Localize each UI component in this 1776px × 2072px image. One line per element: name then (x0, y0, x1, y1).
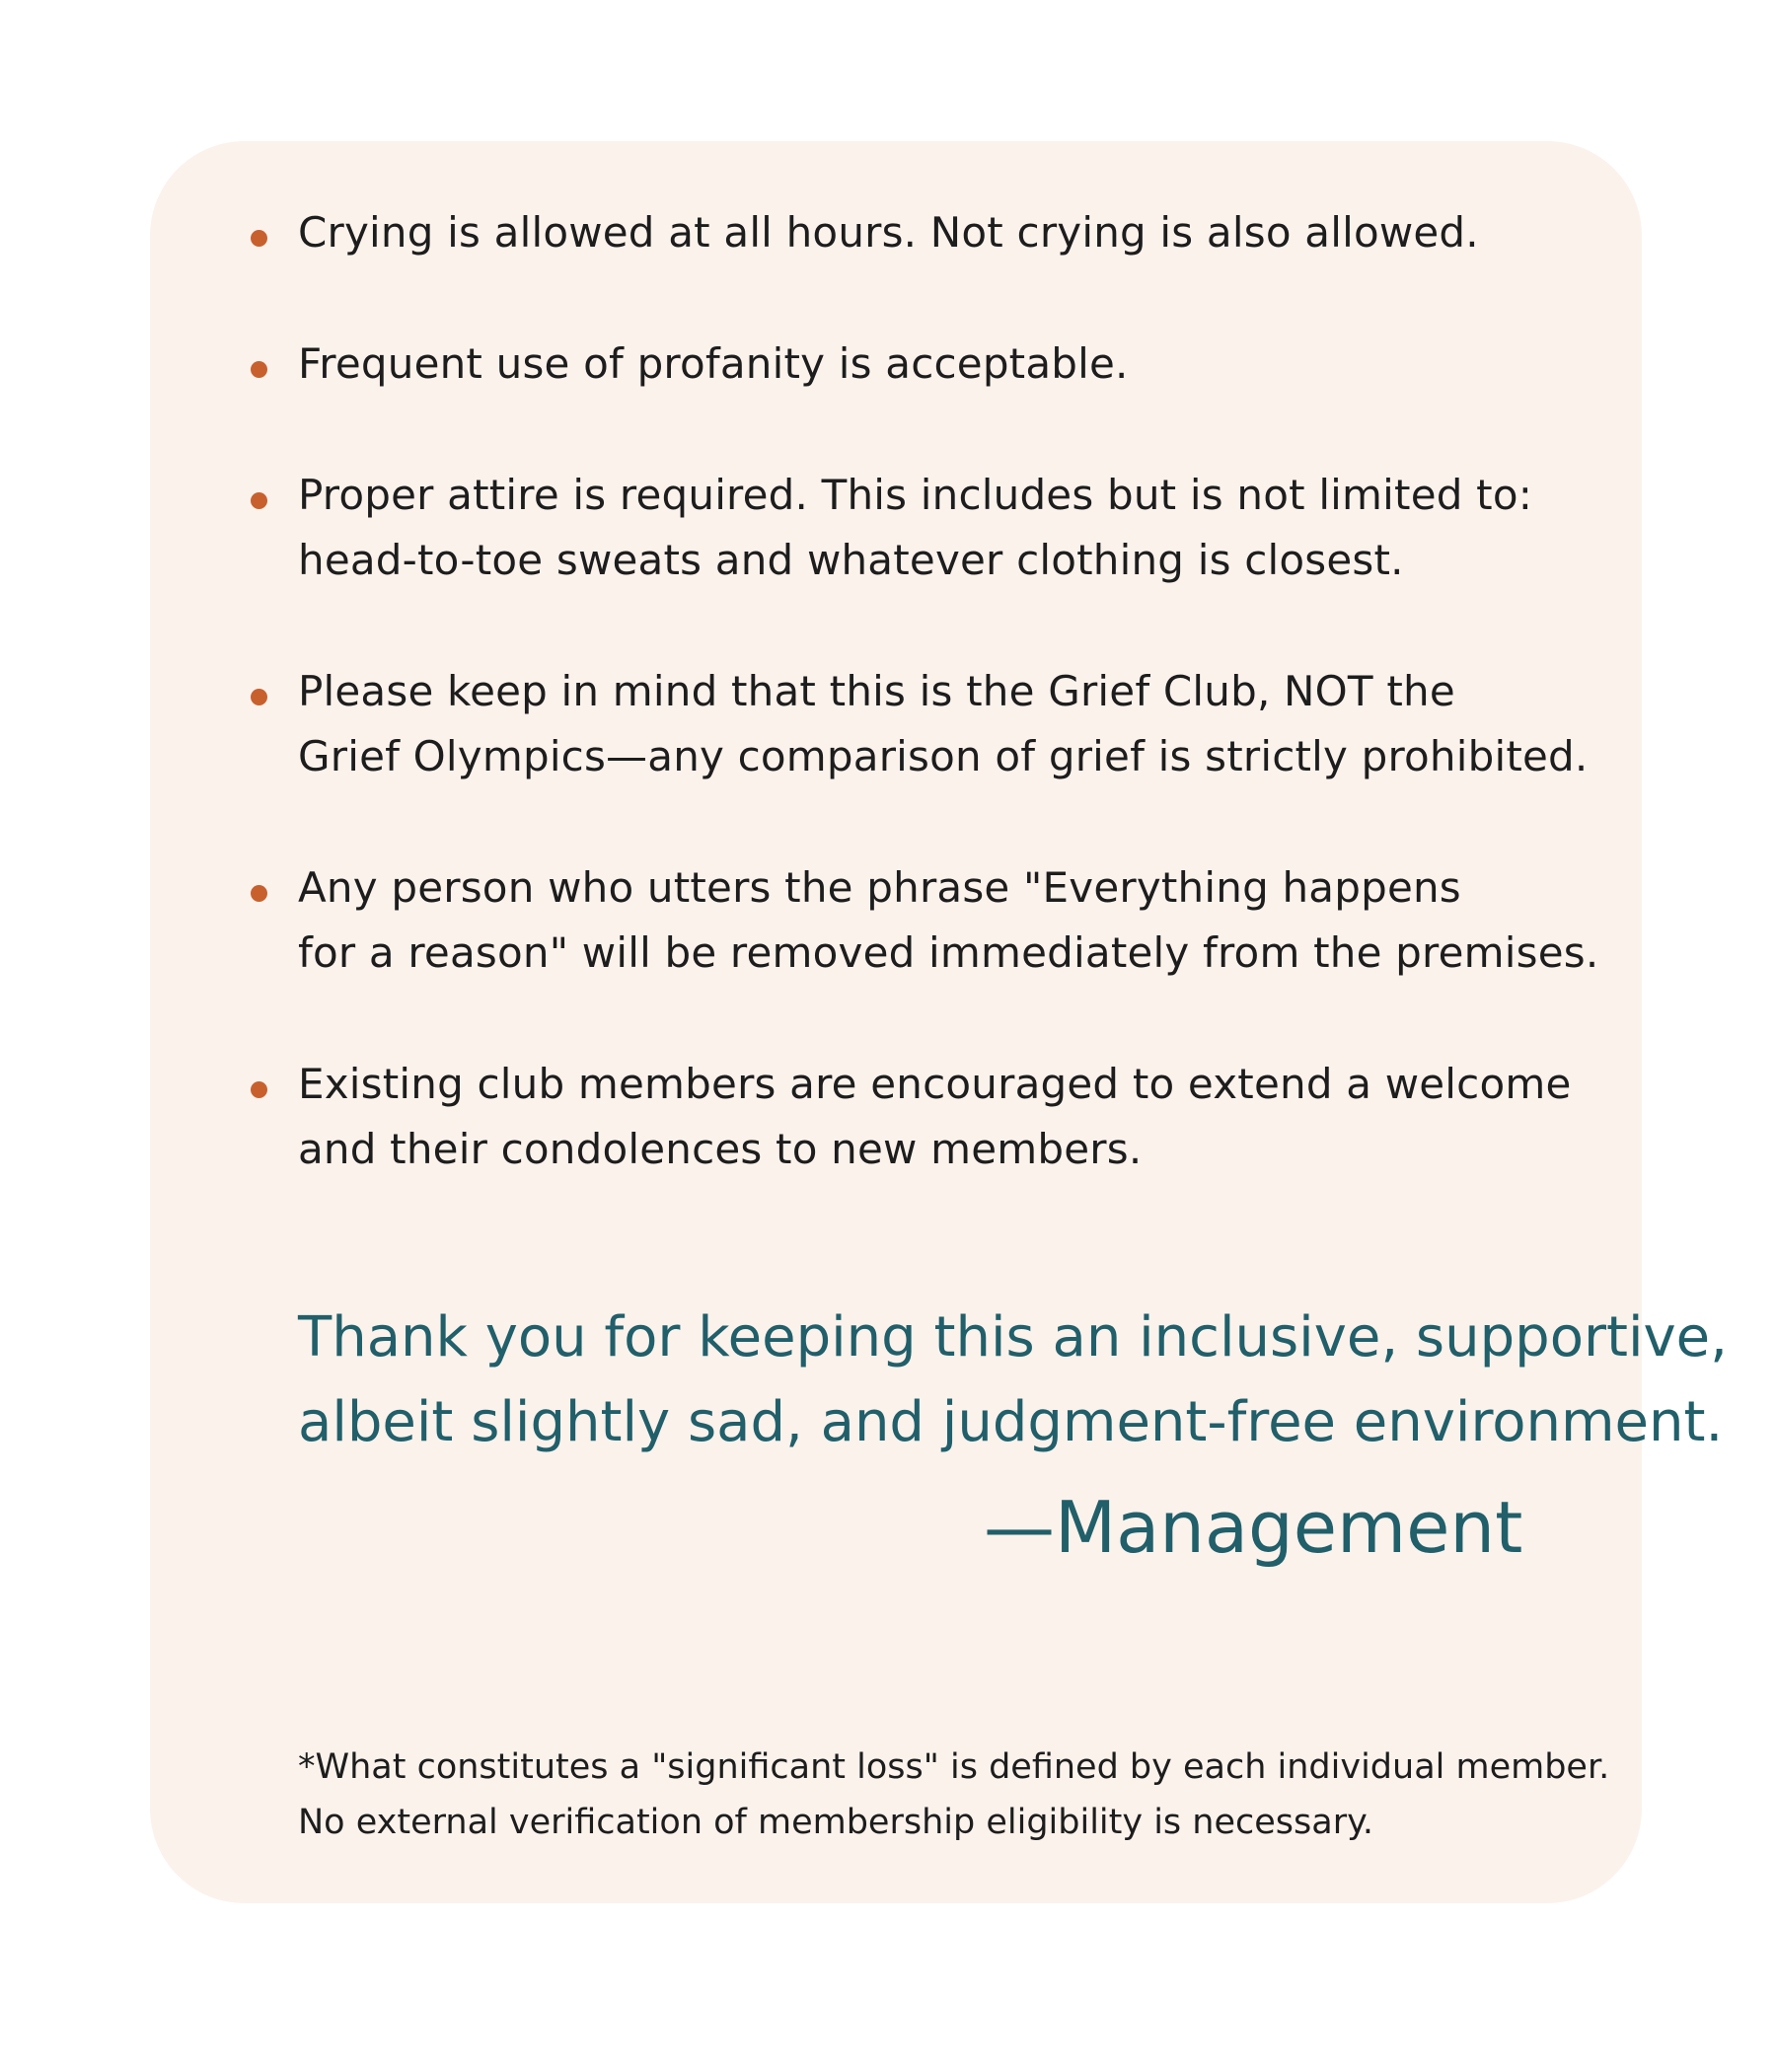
bullet-icon (251, 492, 267, 509)
rule-text (298, 200, 1479, 265)
bullet-icon (251, 361, 267, 378)
bullet-icon (251, 689, 267, 705)
rule-line: for a reason" will be removed immediately from the premises. (298, 928, 1599, 977)
rule-line: Any person who utters the phrase "Everything happens (298, 863, 1461, 912)
signature: —Management (984, 1486, 1523, 1569)
rule-text (298, 332, 1129, 397)
rule-line: Proper attire is required. This includes but is not limited to: (298, 471, 1533, 519)
rules-card (150, 141, 1728, 1903)
rule-line: Frequent use of profanity is acceptable. (298, 339, 1129, 388)
rule-text (298, 1052, 1572, 1182)
footnote-line: No external verification of membership eligibility is necessary. (298, 1803, 1373, 1842)
rule-line: head-to-toe sweats and whatever clothing is closest. (298, 536, 1404, 584)
bullet-icon (251, 885, 267, 902)
rule-text (298, 659, 1588, 789)
rule-line: Grief Olympics—any comparison of grief is strictly prohibited. (298, 732, 1589, 780)
rule-text (298, 463, 1532, 593)
rule-line: and their condolences to new members. (298, 1125, 1143, 1173)
closing-message (298, 1295, 1728, 1465)
rule-line: Existing club members are encouraged to extend a welcome (298, 1060, 1572, 1108)
bullet-icon (251, 230, 267, 247)
rule-line: Please keep in mind that this is the Grief Club, NOT the (298, 667, 1455, 715)
closing-line: albeit slightly sad, and judgment-free environment. (298, 1390, 1724, 1454)
rule-text (298, 855, 1598, 986)
footnote (298, 1739, 1609, 1850)
closing-line: Thank you for keeping this an inclusive, supportive, (298, 1305, 1728, 1369)
rule-line: Crying is allowed at all hours. Not crying is also allowed. (298, 208, 1479, 257)
footnote-line: *What constitutes a "significant loss" is defined by each individual member. (298, 1747, 1610, 1787)
bullet-icon (251, 1081, 267, 1098)
